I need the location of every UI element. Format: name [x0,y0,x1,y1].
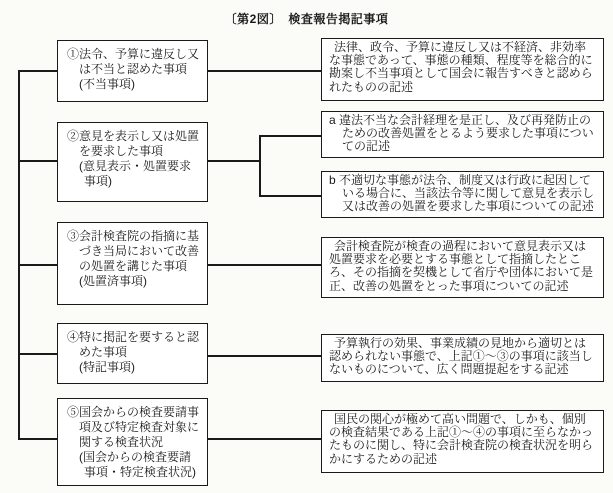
item1-box [57,40,208,102]
figure-title: 〔第2図〕 検査報告掲記事項 [224,12,389,26]
item2-desc-b-box [321,171,604,218]
connector-item2-desc-a-line [259,135,323,137]
item2-box [57,122,208,202]
connector-item2-stem-line [205,160,261,162]
item1-desc-box [321,38,604,101]
item5-desc-text: 国民の関心が極めて高い問題で、しかも、個別の検査結果である上記①～④の事項に至らなかったものに関し、特に会計検査院の検査状況を明らかにするための記述 [329,412,594,466]
connector-trunk-item5-line [18,438,58,440]
item4-desc-text: 予算執行の効果、事業成績の見地から適切とは認められない事態で、上記①～③の事項に該当しないものについて、広く問題提起をする記述 [329,336,593,377]
connector-trunk-item1-line [18,70,58,72]
connector-item2-desc-b-line [259,195,323,197]
connector-item5-desc-line [205,438,323,440]
item3-box [57,222,208,305]
connector-trunk-item2-line [18,160,58,162]
item2-text: ②意見を表示し又は処置を要求した事項 [67,129,200,158]
item4-text: ④特に掲記を要すると認めた事項 [67,330,200,359]
item1-note: (不当事項) [79,77,135,91]
item2-note: (意見表示・処置要求事項) [79,159,191,188]
connector-trunk-line [18,70,20,440]
item5-note: (国会からの検査要請事項・特定検査状況) [79,450,196,479]
item4-note: (特記事項) [79,360,135,374]
connector-item4-desc-line [205,355,323,357]
connector-item3-desc-line [205,264,323,266]
item5-box [57,398,208,486]
item2-desc-a-text: a 違法不当な会計経理を是正し、及び再発防止のための改善処置をとるよう要求した事項についての記述 [329,113,594,154]
item1-desc-text: 法律、政令、予算に違反し又は不経済、非効率な事態であって、事態の種類、程度等を総合的に勘案し不当事項として国会に報告すべきと認められたものの記述 [329,40,593,94]
item1-text: ①法令、予算に違反し又は不当と認めた事項 [67,47,200,76]
connector-trunk-item4-line [18,353,58,355]
item5-text: ⑤国会からの検査要請事項及び特定検査対象に関する検査状況 [67,405,200,449]
item3-desc-box [321,237,604,298]
item5-desc-box [321,410,604,473]
connector-item2-branch-line [259,135,261,197]
item3-text: ③会計検査院の指摘に基づき当局において改善の処置を講じた事項 [67,229,200,273]
connector-trunk-item3-line [18,264,58,266]
item2-desc-b-text: b 不適切な事態が法令、制度又は行政に起因している場合に、当該法令等に関して意見を表示し又は改善の処置を要求した事項についての記述 [329,173,595,214]
item3-note: (処置済事項) [79,274,147,288]
item4-desc-box [321,334,604,382]
item4-box [57,323,208,384]
connector-item1-desc-line [205,70,323,72]
item2-desc-a-box [321,111,604,158]
item3-desc-text: 会計検査院が検査の過程において意見表示又は処置要求を必要とする事態として指摘したところ、その指摘を契機として省庁や団体において是正、改善の処置をとった事項についての記述 [329,239,594,293]
